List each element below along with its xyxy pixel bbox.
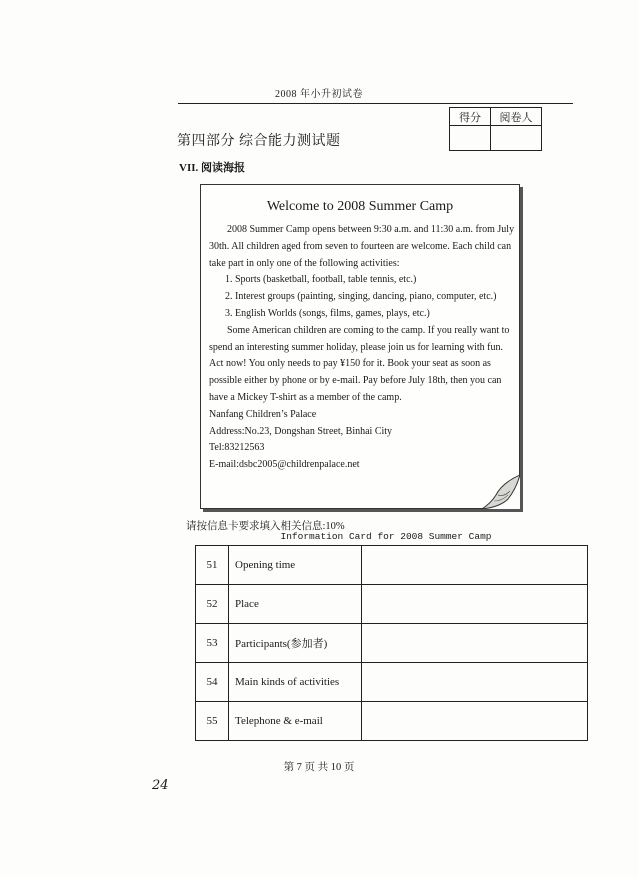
table-row: [196, 702, 588, 741]
answer-cell-contact[interactable]: [362, 702, 588, 741]
poster-email: E-mail:dsbc2005@childrenpalace.net: [209, 459, 360, 471]
grader-header: 阅卷人: [491, 108, 542, 126]
row-label: Participants(参加者): [229, 624, 362, 663]
header-rule: [178, 103, 573, 104]
answer-cell-activities[interactable]: [362, 663, 588, 702]
poster-title: Welcome to 2008 Summer Camp: [266, 199, 454, 214]
row-number: 54: [196, 663, 229, 702]
part-title: 第四部分 综合能力测试题: [177, 134, 341, 149]
card-title: Information Card for 2008 Summer Camp: [280, 531, 492, 542]
row-number: 55: [196, 702, 229, 741]
activity-interest-groups: 2. Interest groups (painting, singing, dancing, piano, computer, etc.): [225, 291, 497, 303]
section-title: VII. 阅读海报: [179, 162, 246, 174]
answer-cell-opening-time[interactable]: [362, 546, 588, 585]
table-row: [196, 663, 588, 702]
poster-organizer: Nanfang Children’s Palace: [209, 408, 317, 420]
row-label: Opening time: [229, 546, 362, 585]
row-label: Telephone & e-mail: [229, 702, 362, 741]
table-row: [196, 546, 588, 585]
activity-sports: 1. Sports (basketball, football, table tennis, etc.): [225, 274, 417, 286]
row-label: Place: [229, 585, 362, 624]
row-number: 52: [196, 585, 229, 624]
row-number: 51: [196, 546, 229, 585]
score-box: [449, 107, 542, 151]
poster-details: Some American children are coming to the camp. If you really want to spend an interesting summer holiday, please join us for learning with fun. Act now! You only needs to pay ¥150 for it. Book your seat as soon as possible either by phone or by e-mail. Pay before July 18th, then you can have a Mickey T-shirt as a member of the camp.: [209, 324, 510, 403]
row-number: 53: [196, 624, 229, 663]
answer-cell-participants[interactable]: [362, 624, 588, 663]
score-cell[interactable]: [450, 126, 491, 151]
poster-body: [209, 222, 515, 474]
poster-intro: 2008 Summer Camp opens between 9:30 a.m. and 11:30 a.m. from July 30th. All children aged from seven to fourteen are welcome. Each child can take part in only one of the following activities:: [209, 224, 515, 269]
poster-tel: Tel:83212563: [209, 442, 265, 454]
page-header: 2008 年小升初试卷: [275, 89, 363, 100]
fill-instruction: 请按信息卡要求填入相关信息:10%: [186, 521, 345, 532]
answer-cell-place[interactable]: [362, 585, 588, 624]
information-card: [195, 545, 588, 741]
page-footer: 第 7 页 共 10 页: [283, 762, 355, 773]
table-row: [196, 624, 588, 663]
activity-english-worlds: 3. English Worlds (songs, films, games, plays, etc.): [225, 307, 430, 319]
handwritten-note: 24: [152, 778, 169, 793]
page-curl-icon: [482, 475, 520, 509]
table-row: [196, 585, 588, 624]
row-label: Main kinds of activities: [229, 663, 362, 702]
grader-cell[interactable]: [491, 126, 542, 151]
poster: [200, 184, 520, 509]
score-header: 得分: [450, 108, 491, 126]
poster-address: Address:No.23, Dongshan Street, Binhai City: [209, 425, 393, 437]
